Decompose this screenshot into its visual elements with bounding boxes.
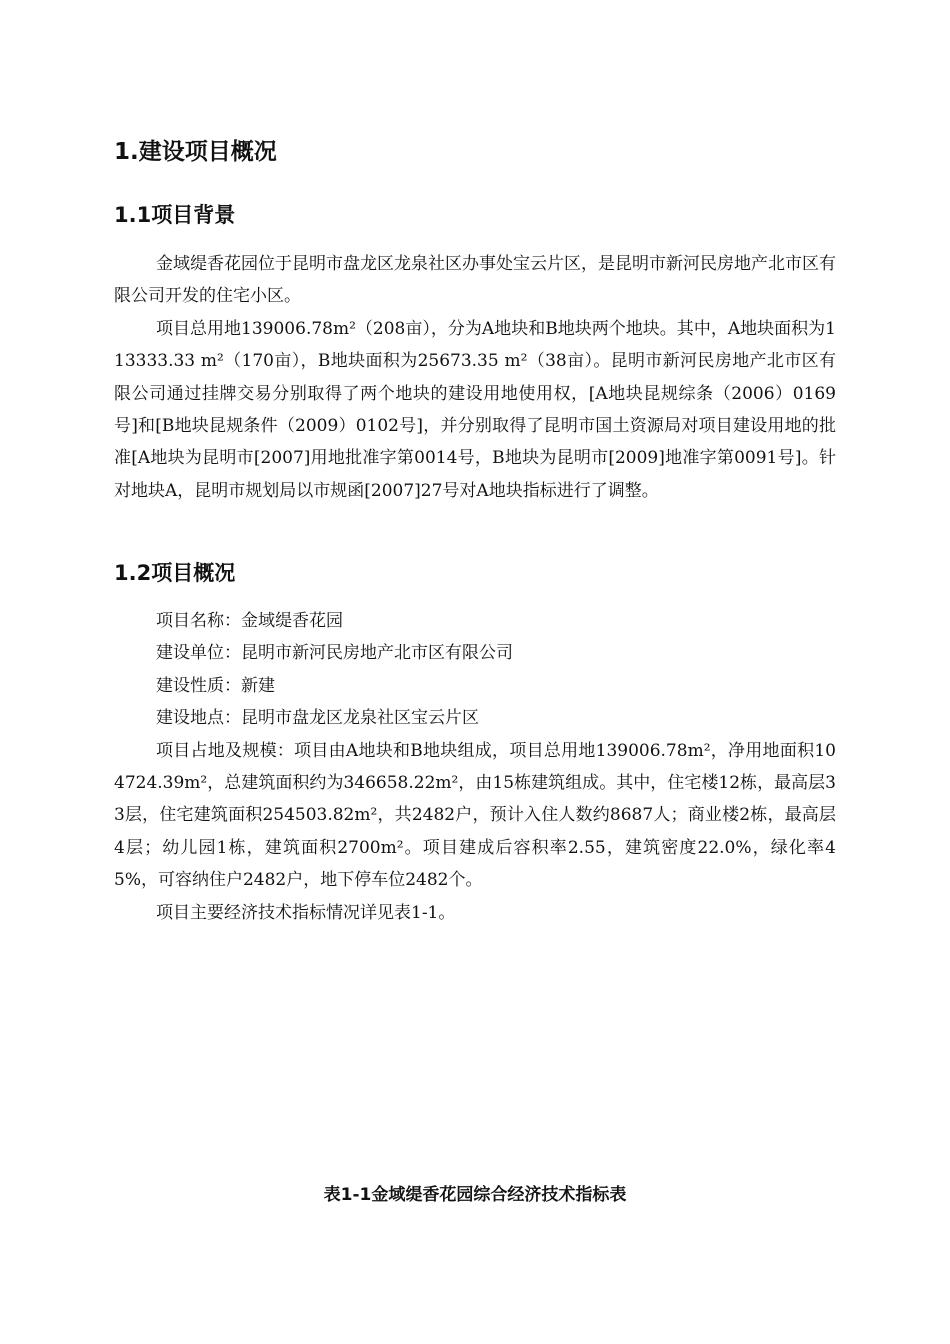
background-paragraph-2: 项目总用地139006.78m²（208亩），分为A地块和B地块两个地块。其中，A地块面积为113333.33 m²（170亩），B地块面积为25673.35 m²（38亩）。昆明市新河民房地产北市区有限公司通过挂牌交易分别取得了两个地块的建设用地使用权，[A地块昆规综条（2006）0169号]和[B地块昆规条件（2009）0102号]，并分别取得了昆明市国土资源局对项目建设用地的批准[A地块为昆明市[2007]用地批准字第0014号，B地块为昆明市[2009]地准字第0091号]。针对地块A，昆明市规划局以市规函[2007]27号对A地块指标进行了调整。: [114, 318, 836, 501]
section-heading-1-1: 1.1项目背景: [114, 203, 236, 227]
project-scale-paragraph: 项目占地及规模：项目由A地块和B地块组成，项目总用地139006.78m²，净用地面积104724.39m²，总建筑面积约为346658.22m²，由15栋建筑组成。其中，住宅楼12栋，最高层33层，住宅建筑面积254503.82m²，共2482户，预计入住人数约8687人；商业楼2栋，最高层4层；幼儿园1栋，建筑面积2700m²。项目建成后容积率2.55，建筑密度22.0%，绿化率45%，可容纳住户2482户，地下停车位2482个。: [114, 740, 836, 891]
construction-nature-line: 建设性质：新建: [156, 675, 275, 696]
table-caption: 表1-1金域缇香花园综合经济技术指标表: [323, 1185, 627, 1205]
project-name-line: 项目名称：金域缇香花园: [156, 611, 343, 631]
section-heading-1-2: 1.2项目概况: [114, 561, 236, 585]
section-heading-1: 1.建设项目概况: [114, 139, 277, 165]
construction-location-line: 建设地点：昆明市盘龙区龙泉社区宝云片区: [156, 708, 479, 729]
background-text: [114, 248, 836, 507]
background-paragraph-1: 金域缇香花园位于昆明市盘龙区龙泉社区办事处宝云片区，是昆明市新河民房地产北市区有限公司开发的住宅小区。: [114, 254, 836, 307]
table-reference-line: 项目主要经济技术指标情况详见表1-1。: [156, 902, 456, 923]
construction-unit-line: 建设单位：昆明市新河民房地产北市区有限公司: [156, 643, 513, 664]
overview-text: [114, 605, 836, 929]
